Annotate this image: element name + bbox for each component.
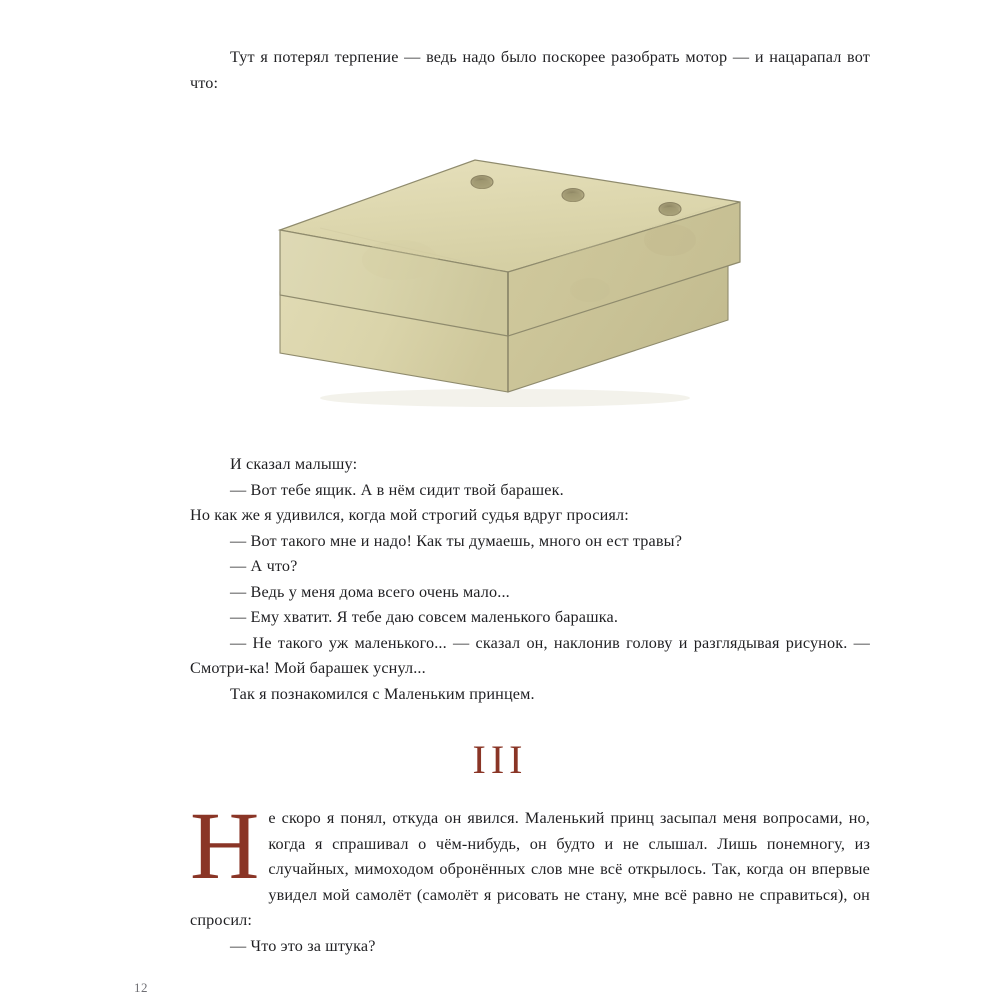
top-paragraph-text: Тут я потерял терпение — ведь надо было поскорее разобрать мотор — и нацарапал вот что: <box>190 48 870 92</box>
dialogue-line: — Вот такого мне и надо! Как ты думаешь, много он ест травы? <box>230 531 683 550</box>
dialogue-line: Но как же я удивился, когда мой строгий судья вдруг просиял: <box>190 506 629 524</box>
chapter-opening-text: е скоро я понял, откуда он явился. Маленький принц засыпал меня вопросами, но, когда я спрашивал о чём-нибудь, он будто и не слышал. Лишь понемногу, из случайных, мимоходом обронённых слов мне всё открылось. Так, когда он впервые увидел мой самолёт (самолёт я рисовать не стану, мне всё равно не справиться), он спросил: <box>190 809 870 929</box>
page-number: 12 <box>134 980 148 995</box>
chapter-body-block <box>190 792 870 959</box>
air-hole-3-inner <box>661 207 679 216</box>
dialogue-line: Так я познакомился с Маленьким принцем. <box>230 684 535 703</box>
dialogue-block <box>190 452 870 707</box>
box-texture-blotch <box>362 240 438 280</box>
box-illustration <box>250 140 770 420</box>
chapter-opening-paragraph <box>190 792 870 934</box>
drop-cap: Н <box>190 792 260 899</box>
dialogue-line: — Ему хватит. Я тебе даю совсем маленького барашка. <box>230 608 619 626</box>
dialogue-line: — Не такого уж маленького... — сказал он, наклонив голову и разглядывая рисунок. — Смотри-ка! Мой барашек уснул... <box>190 633 870 677</box>
dialogue-line: — Ведь у меня дома всего очень мало... <box>230 582 510 601</box>
box-texture-blotch <box>570 278 610 302</box>
dialogue-line: — А что? <box>230 557 298 575</box>
box-texture-blotch <box>644 224 696 256</box>
dialogue-line: — Вот тебе ящик. А в нём сидит твой барашек. <box>230 480 564 499</box>
dialogue-line: И сказал малышу: <box>230 455 358 473</box>
box-illustration-svg <box>250 140 770 420</box>
chapter-number: III <box>472 737 528 782</box>
air-hole-2-inner <box>564 193 582 202</box>
air-hole-1-inner <box>473 180 491 189</box>
chapter-question-line: — Что это за штука? <box>230 936 376 955</box>
top-paragraph-block <box>190 45 870 96</box>
